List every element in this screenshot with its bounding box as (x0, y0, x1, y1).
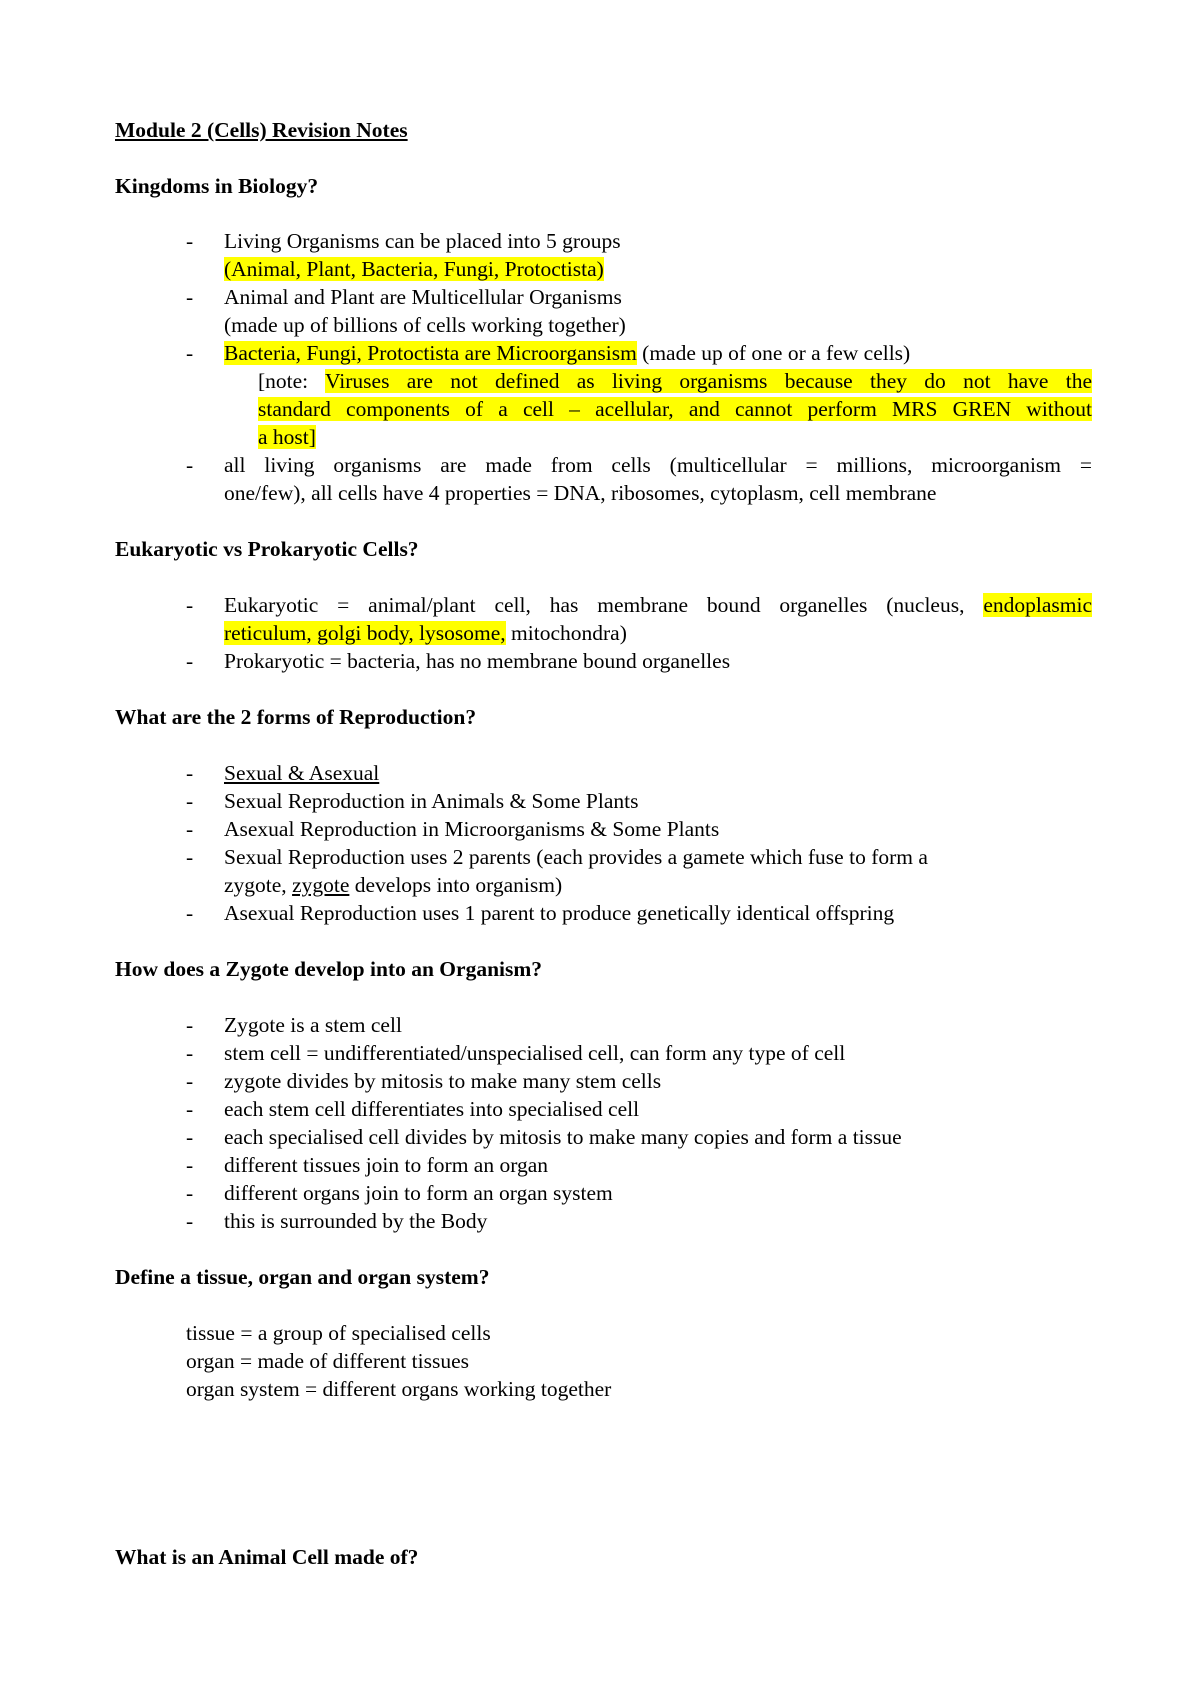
heading-reproduction: What are the 2 forms of Reproduction? (115, 705, 477, 729)
bullet-text-post: mitochondra) (505, 621, 627, 645)
list-item: zygote divides by mitosis to make many stem cells (224, 1069, 662, 1093)
bullet-dash: - (186, 761, 194, 785)
bullet-dash: - (186, 789, 194, 813)
bullet-dash: - (186, 453, 194, 477)
note-line (258, 423, 316, 451)
highlighted-text: a host] (258, 425, 316, 449)
note-line (258, 367, 1092, 395)
bullet-text: Asexual Reproduction uses 1 parent to produce genetically identical offspring (224, 901, 895, 925)
highlighted-text: standard components of a cell – acellular, and cannot perform MRS GREN without (258, 397, 1092, 421)
list-item: each stem cell differentiates into specialised cell (224, 1097, 640, 1121)
heading-animal-cell: What is an Animal Cell made of? (115, 1545, 419, 1569)
bullet-dash: - (186, 649, 194, 673)
bullet-continuation: (made up of billions of cells working together) (224, 313, 626, 337)
bullet-text: all living organisms are made from cells (multicellular = millions, microorganism = (224, 453, 1092, 477)
list-item: stem cell = undifferentiated/unspecialised cell, can form any type of cell (224, 1041, 846, 1065)
bullet-text: Sexual Reproduction in Animals & Some Plants (224, 789, 639, 813)
list-item: each specialised cell divides by mitosis to make many copies and form a tissue (224, 1125, 902, 1149)
bullet-dash: - (186, 817, 194, 841)
list-item: this is surrounded by the Body (224, 1209, 488, 1233)
bullet-text: Asexual Reproduction in Microorganisms & Some Plants (224, 817, 720, 841)
bullet-text: Animal and Plant are Multicellular Organisms (224, 285, 622, 309)
bullet-dash: - (186, 229, 194, 253)
bullet-dash: - (186, 1153, 194, 1177)
bullet-dash: - (186, 1097, 194, 1121)
bullet-dash: - (186, 901, 194, 925)
definition-line: organ system = different organs working together (186, 1377, 612, 1401)
bullet-dash: - (186, 845, 194, 869)
bullet-dash: - (186, 1069, 194, 1093)
bullet-text: Living Organisms can be placed into 5 groups (224, 229, 621, 253)
bullet-text: Sexual Reproduction uses 2 parents (each provides a gamete which fuse to form a (224, 845, 928, 869)
heading-define: Define a tissue, organ and organ system? (115, 1265, 490, 1289)
highlighted-text: endoplasmic (983, 593, 1092, 617)
bullet-dash: - (186, 593, 194, 617)
highlighted-text: Bacteria, Fungi, Protoctista are Microorgansism (224, 341, 637, 365)
highlighted-text: (Animal, Plant, Bacteria, Fungi, Protoctista) (224, 257, 604, 281)
heading-eukaryotic: Eukaryotic vs Prokaryotic Cells? (115, 537, 419, 561)
heading-kingdoms: Kingdoms in Biology? (115, 174, 319, 198)
bullet-dash: - (186, 285, 194, 309)
heading-zygote: How does a Zygote develop into an Organism? (115, 957, 543, 981)
bullet-text-pre: Eukaryotic = animal/plant cell, has membrane bound organelles (nucleus, (224, 593, 984, 617)
bullet-dash: - (186, 1125, 194, 1149)
bullet-continuation (224, 255, 604, 283)
list-item: different organs join to form an organ system (224, 1181, 613, 1205)
bullet-text-post: develops into organism) (349, 873, 563, 897)
bullet-dash: - (186, 341, 194, 365)
bullet-text-pre: zygote, (224, 873, 293, 897)
bullet-text: Sexual & Asexual (224, 761, 380, 785)
bullet-dash: - (186, 1209, 194, 1233)
highlighted-text: Viruses are not defined as living organisms because they do not have the (325, 369, 1092, 393)
bullet-continuation: one/few), all cells have 4 properties = DNA, ribosomes, cytoplasm, cell membrane (224, 481, 937, 505)
bullet-text (224, 591, 1092, 619)
bullet-text (224, 339, 910, 367)
underlined-text: zygote (292, 873, 350, 897)
note-line (258, 395, 1092, 423)
definition-line: organ = made of different tissues (186, 1349, 469, 1373)
document-title: Module 2 (Cells) Revision Notes (115, 118, 408, 142)
bullet-continuation (224, 619, 627, 647)
bullet-dash: - (186, 1181, 194, 1205)
definition-line: tissue = a group of specialised cells (186, 1321, 491, 1345)
bullet-text: Prokaryotic = bacteria, has no membrane bound organelles (224, 649, 731, 673)
list-item: Zygote is a stem cell (224, 1013, 402, 1037)
bullet-dash: - (186, 1013, 194, 1037)
bullet-text-rest: (made up of one or a few cells) (636, 341, 911, 365)
list-item: different tissues join to form an organ (224, 1153, 549, 1177)
note-prefix: [note: (258, 369, 326, 393)
bullet-dash: - (186, 1041, 194, 1065)
bullet-continuation (224, 871, 562, 899)
highlighted-text: reticulum, golgi body, lysosome, (224, 621, 506, 645)
